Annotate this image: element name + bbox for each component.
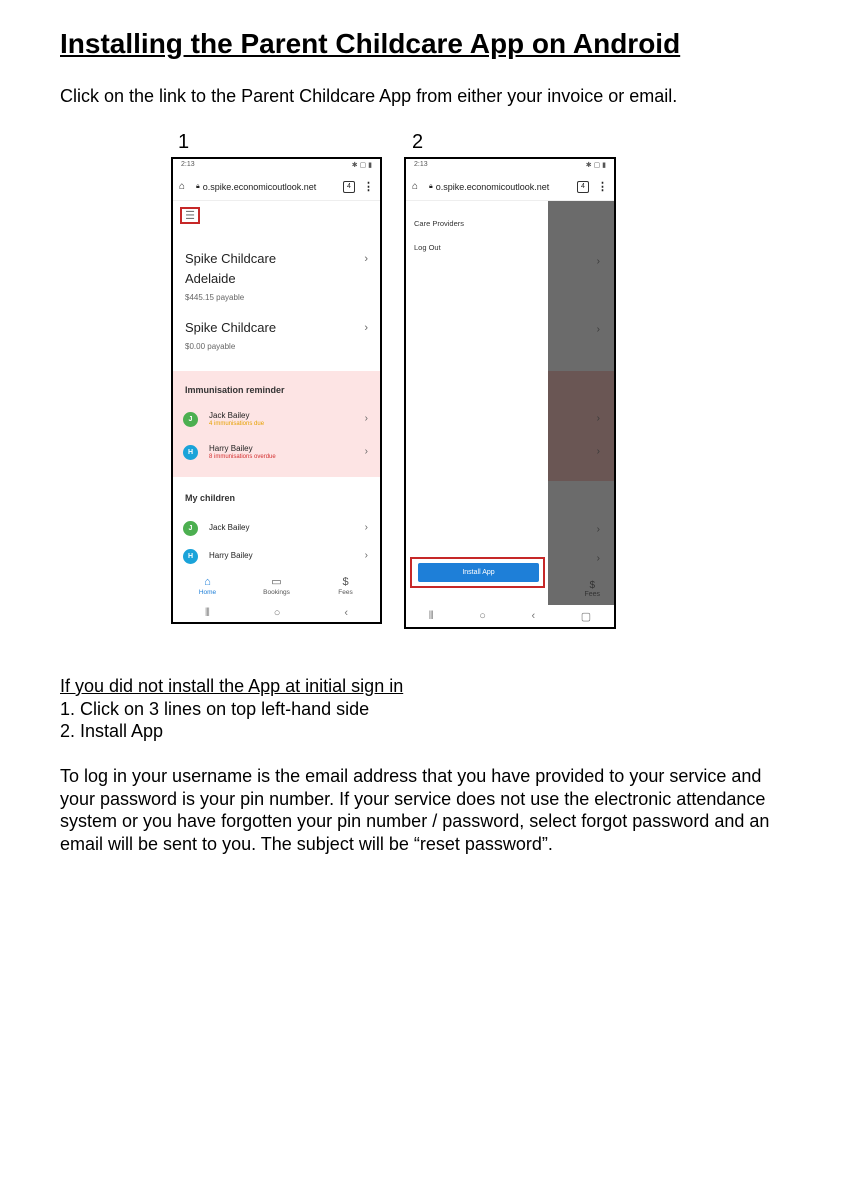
immunisation-title: Immunisation reminder xyxy=(185,385,285,395)
lock-icon: 🔒︎ xyxy=(429,182,433,190)
chevron-right-icon: › xyxy=(596,553,600,564)
home-icon[interactable]: ⌂ xyxy=(179,181,186,192)
hamburger-menu-icon[interactable]: ☰ xyxy=(180,207,200,224)
nav-fees xyxy=(584,580,600,598)
nav-fees[interactable] xyxy=(321,576,371,604)
install-app-highlight xyxy=(410,557,545,588)
lock-icon: 🔒︎ xyxy=(196,182,200,190)
kebab-menu-icon[interactable]: ⋮ xyxy=(597,181,608,193)
dollar-icon: $ xyxy=(342,576,349,588)
instruction-step-2: 2. Install App xyxy=(60,721,164,741)
child-name: Harry Bailey xyxy=(209,551,253,560)
rotate-icon[interactable]: ▢ xyxy=(580,610,592,623)
provider-name: Spike Childcare Adelaide xyxy=(185,251,277,286)
tab-count-icon[interactable]: 4 xyxy=(343,181,355,193)
child-row[interactable] xyxy=(183,548,368,568)
immunisation-reminder-section xyxy=(173,371,380,477)
nav-label: Fees xyxy=(338,589,353,596)
sub-heading: If you did not install the App at initial sign in xyxy=(60,676,404,696)
immunisation-row[interactable] xyxy=(183,411,368,431)
phone-screenshot-1 xyxy=(171,157,382,624)
chevron-right-icon: › xyxy=(364,322,368,334)
recents-icon[interactable]: ⦀ xyxy=(204,606,210,619)
side-drawer xyxy=(406,201,548,605)
tab-count-icon[interactable]: 4 xyxy=(577,181,589,193)
child-row[interactable] xyxy=(183,520,368,540)
nav-bookings[interactable] xyxy=(252,576,302,604)
calendar-icon: ▭ xyxy=(271,576,282,588)
child-name: Jack Bailey xyxy=(209,411,250,420)
nav-home[interactable] xyxy=(183,576,233,604)
chevron-right-icon: › xyxy=(364,413,368,424)
immunisation-row[interactable] xyxy=(183,444,368,464)
chevron-right-icon: › xyxy=(596,413,600,424)
home-circle-icon[interactable]: ○ xyxy=(479,610,486,622)
phone-screenshot-2 xyxy=(404,157,616,629)
overlay-dim-reminder xyxy=(548,371,614,481)
nav-label: Home xyxy=(198,589,217,596)
step-label-1: 1 xyxy=(178,131,190,153)
avatar: J xyxy=(183,521,198,536)
page-title: Installing the Parent Childcare App on Android xyxy=(60,28,681,59)
home-icon: ⌂ xyxy=(204,576,211,588)
recents-icon[interactable]: ⦀ xyxy=(428,609,434,622)
chevron-right-icon: › xyxy=(364,550,368,561)
android-system-nav xyxy=(406,605,614,627)
browser-url-bar[interactable] xyxy=(406,173,614,201)
avatar: H xyxy=(183,445,198,460)
provider-card[interactable] xyxy=(185,249,368,302)
url-text[interactable]: o.spike.economicoutlook.net xyxy=(202,181,317,192)
avatar: J xyxy=(183,412,198,427)
kebab-menu-icon[interactable]: ⋮ xyxy=(363,181,374,193)
back-icon[interactable]: ‹ xyxy=(344,607,349,619)
step-label-2: 2 xyxy=(412,131,424,153)
dollar-icon: $ xyxy=(589,580,595,591)
android-system-nav xyxy=(173,602,380,624)
instruction-step-1: 1. Click on 3 lines on top left-hand side xyxy=(60,699,370,719)
chevron-right-icon: › xyxy=(364,522,368,533)
status-bar xyxy=(173,159,380,173)
chevron-right-icon: › xyxy=(364,253,368,265)
immunisation-note: 4 immunisations due xyxy=(209,421,265,427)
provider-card[interactable] xyxy=(185,318,368,351)
nav-label: Bookings xyxy=(263,589,290,596)
immunisation-note: 8 immunisations overdue xyxy=(209,454,276,460)
status-icons: ✱ ▢ ▮ xyxy=(585,162,606,169)
my-children-title: My children xyxy=(185,493,236,503)
status-time: 2:13 xyxy=(414,161,428,168)
install-app-button[interactable]: Install App xyxy=(418,563,539,582)
login-instructions: To log in your username is the email address that you have provided to your service and your password is your pin number. If your service does not use the electronic attendance system or you have forgotten your pin number / password, select forgot password and an email will be sent to you. The subject will be “reset password”. xyxy=(60,766,770,854)
provider-name: Spike Childcare xyxy=(185,320,277,335)
status-icons: ✱ ▢ ▮ xyxy=(351,162,372,169)
intro-text: Click on the link to the Parent Childcare App from either your invoice or email. xyxy=(60,86,678,106)
child-name: Harry Bailey xyxy=(209,444,253,453)
menu-item-care-providers[interactable]: Care Providers xyxy=(414,219,465,228)
status-time: 2:13 xyxy=(181,161,195,168)
menu-item-log-out[interactable]: Log Out xyxy=(414,243,441,252)
back-icon[interactable]: ‹ xyxy=(531,610,536,622)
provider-payable: $0.00 payable xyxy=(185,342,236,351)
bottom-nav xyxy=(173,576,380,604)
child-name: Jack Bailey xyxy=(209,523,250,532)
home-icon[interactable]: ⌂ xyxy=(412,181,419,192)
chevron-right-icon: › xyxy=(596,524,600,535)
status-bar xyxy=(406,159,614,173)
chevron-right-icon: › xyxy=(596,256,600,267)
url-text[interactable]: o.spike.economicoutlook.net xyxy=(435,181,550,192)
nav-label: Fees xyxy=(584,591,600,598)
browser-url-bar[interactable] xyxy=(173,173,380,201)
avatar: H xyxy=(183,549,198,564)
chevron-right-icon: › xyxy=(364,446,368,457)
provider-payable: $445.15 payable xyxy=(185,293,245,302)
home-circle-icon[interactable]: ○ xyxy=(273,607,281,619)
chevron-right-icon: › xyxy=(596,446,600,457)
chevron-right-icon: › xyxy=(596,324,600,335)
